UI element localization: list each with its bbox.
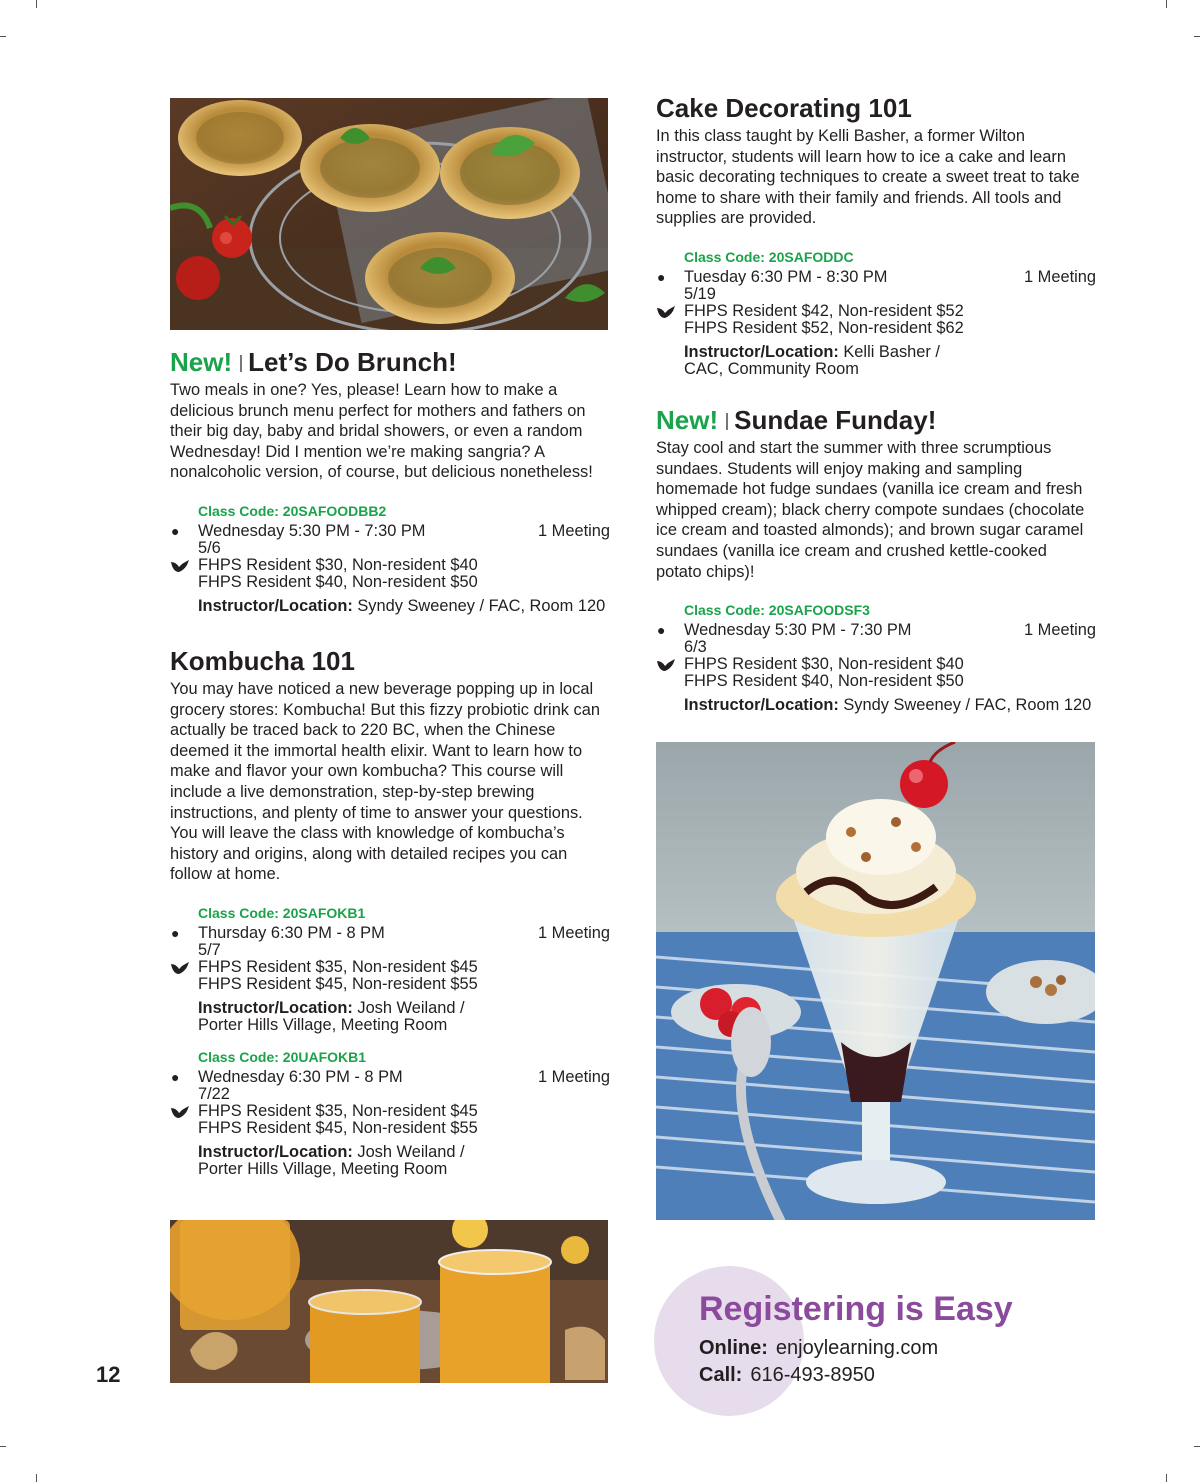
online-label: Online:	[699, 1337, 768, 1359]
page-number: 12	[96, 1362, 121, 1387]
instructor-value-line2: Porter Hills Village, Meeting Room	[198, 1015, 448, 1034]
class-code: Class Code: 20SAFOKB1	[198, 904, 366, 921]
sundae-title-text: Sundae Funday!	[734, 404, 937, 435]
session-day-time: Thursday 6:30 PM - 8 PM	[198, 923, 385, 942]
fee-nonresident: FHPS Resident $45, Non-resident $55	[198, 1118, 478, 1137]
crop-mark	[0, 1446, 6, 1447]
registration-online	[699, 1337, 938, 1360]
session-block	[171, 904, 610, 1034]
brunch-title	[170, 346, 610, 378]
session-block	[657, 248, 1096, 378]
fee-resident-text: FHPS Resident $30, Non-resident $40	[684, 655, 964, 674]
instructor-value-line2: Porter Hills Village, Meeting Room	[198, 1159, 448, 1178]
meeting-count: 1 Meeting	[538, 923, 610, 942]
kombucha-section	[170, 645, 610, 1178]
bullet-icon: ●	[657, 622, 666, 639]
instructor-value: Josh Weiland /	[357, 998, 465, 1017]
session-date: 7/22	[198, 1084, 230, 1103]
meeting-count: 1 Meeting	[1024, 621, 1096, 640]
hand-icon	[170, 1105, 190, 1119]
fee-resident-text: FHPS Resident $30, Non-resident $40	[198, 555, 478, 574]
session-day-time: Wednesday 5:30 PM - 7:30 PM	[198, 521, 426, 540]
session-date: 6/3	[684, 638, 707, 657]
session-date: 5/7	[198, 940, 221, 959]
fee-resident-text: FHPS Resident $35, Non-resident $45	[198, 957, 478, 976]
brunch-section	[170, 346, 610, 615]
session-block	[657, 601, 1096, 715]
sundae-section	[656, 404, 1096, 714]
crop-mark	[1166, 1474, 1167, 1482]
class-code: Class Code: 20UAFOKB1	[198, 1048, 367, 1065]
cake-section	[656, 92, 1096, 378]
fee-nonresident: FHPS Resident $40, Non-resident $50	[684, 672, 964, 691]
instructor-value-line2: CAC, Community Room	[684, 359, 859, 378]
cake-title: Cake Decorating 101	[656, 93, 912, 123]
session-schedule	[657, 621, 1096, 640]
crop-mark	[1166, 0, 1167, 8]
instructor-value: Kelli Basher /	[843, 342, 940, 361]
sundae-title	[656, 404, 1096, 436]
fee-resident-text: FHPS Resident $42, Non-resident $52	[684, 301, 964, 320]
title-divider	[726, 413, 728, 430]
session-block	[171, 1048, 610, 1178]
session-day-time: Wednesday 6:30 PM - 8 PM	[198, 1067, 403, 1086]
fee-nonresident: FHPS Resident $45, Non-resident $55	[198, 974, 478, 993]
fee-resident	[684, 656, 1096, 673]
instructor-label: Instructor/Location:	[198, 998, 353, 1017]
instructor-value: Syndy Sweeney / FAC, Room 120	[357, 596, 606, 615]
bullet-icon: ●	[657, 268, 666, 285]
instructor-label: Instructor/Location:	[198, 596, 353, 615]
session-day-time: Tuesday 6:30 PM - 8:30 PM	[684, 267, 888, 286]
meeting-count: 1 Meeting	[538, 1067, 610, 1086]
fee-nonresident: FHPS Resident $40, Non-resident $50	[198, 572, 478, 591]
kombucha-photo	[170, 1220, 608, 1383]
crop-mark	[1194, 1446, 1200, 1447]
title-divider	[240, 355, 242, 372]
hand-icon	[170, 961, 190, 975]
new-tag: New!	[170, 347, 233, 377]
online-link[interactable]: enjoylearning.com	[775, 1337, 939, 1359]
bullet-icon: ●	[171, 1068, 180, 1085]
fee-resident	[198, 1103, 610, 1120]
sundae-photo	[656, 742, 1095, 1220]
session-schedule	[657, 267, 1096, 286]
instructor-value: Josh Weiland /	[357, 1142, 465, 1161]
class-code: Class Code: 20SAFOODBB2	[198, 502, 387, 519]
brunch-photo	[170, 98, 608, 330]
bullet-icon: ●	[171, 522, 180, 539]
instructor-location	[198, 598, 610, 615]
instructor-location	[684, 697, 1096, 714]
session-block	[171, 502, 610, 615]
brunch-title-text: Let’s Do Brunch!	[248, 347, 457, 377]
kombucha-title: Kombucha 101	[170, 645, 355, 676]
hand-icon	[170, 559, 190, 573]
session-schedule	[171, 1067, 610, 1086]
fee-resident-text: FHPS Resident $35, Non-resident $45	[198, 1101, 478, 1120]
instructor-label: Instructor/Location:	[684, 342, 839, 361]
left-column	[170, 98, 610, 1178]
meeting-count: 1 Meeting	[538, 521, 610, 540]
session-schedule	[171, 521, 610, 540]
brunch-description: Two meals in one? Yes, please! Learn how to make a delicious brunch menu perfect for mothers and fathers on their big day, baby and bridal showers, or even a random Wednesday! Did I mention we’re making sangria? A nonalcoholic version, of course, but delicious nonetheless!	[170, 381, 593, 482]
bullet-icon: ●	[171, 924, 180, 941]
fee-resident	[198, 557, 610, 574]
right-column	[656, 92, 1096, 714]
crop-mark	[1194, 36, 1200, 37]
registration-call	[699, 1364, 875, 1387]
instructor-value: Syndy Sweeney / FAC, Room 120	[843, 696, 1092, 715]
crop-mark	[36, 0, 37, 8]
fee-resident	[684, 303, 1096, 320]
cake-description: In this class taught by Kelli Basher, a former Wilton instructor, students will learn how to ice a cake and learn basic decorating techniques to create a sweet treat to take home to share with their family and friends. All tools and supplies are provided.	[656, 127, 1080, 228]
session-date: 5/19	[684, 284, 716, 303]
instructor-location	[198, 1144, 610, 1178]
fee-nonresident: FHPS Resident $52, Non-resident $62	[684, 318, 964, 337]
registration-title: Registering is Easy	[699, 1290, 1013, 1328]
instructor-location	[198, 1000, 610, 1034]
class-code: Class Code: 20SAFODDC	[684, 248, 854, 265]
sundae-description: Stay cool and start the summer with three scrumptious sundaes. Students will enjoy making and sampling homemade hot fudge sundaes (vanilla ice cream and fresh whipped cream); black cherry compote sundaes (chocolate ice cream and toasted almonds); and brown sugar caramel sundaes (vanilla ice cream and crushed kettle-cooked potato chips)!	[656, 438, 1085, 581]
class-code: Class Code: 20SAFOODSF3	[684, 602, 870, 619]
crop-mark	[36, 1474, 37, 1482]
instructor-label: Instructor/Location:	[684, 696, 839, 715]
instructor-location	[684, 344, 1096, 378]
hand-icon	[656, 658, 676, 672]
new-tag: New!	[656, 404, 719, 435]
call-label: Call:	[699, 1364, 743, 1386]
crop-mark	[0, 36, 6, 37]
hand-icon	[656, 305, 676, 319]
phone-number[interactable]: 616-493-8950	[750, 1364, 875, 1386]
meeting-count: 1 Meeting	[1024, 267, 1096, 286]
session-day-time: Wednesday 5:30 PM - 7:30 PM	[684, 621, 912, 640]
fee-resident	[198, 959, 610, 976]
instructor-label: Instructor/Location:	[198, 1142, 353, 1161]
session-date: 5/6	[198, 538, 221, 557]
kombucha-description: You may have noticed a new beverage popping up in local grocery stores: Kombucha! But this fizzy probiotic drink can actually be traced back to 220 BC, when the Chinese deemed it the immortal health elixir. Want to learn how to make and flavor your own kombucha? This course will include a live demonstration, step-by-step brewing instructions, and plenty of time to answer your questions. You will leave the class with knowledge of kombucha’s history and origins, along with detailed recipes you can follow at home.	[170, 679, 600, 884]
session-schedule	[171, 923, 610, 942]
